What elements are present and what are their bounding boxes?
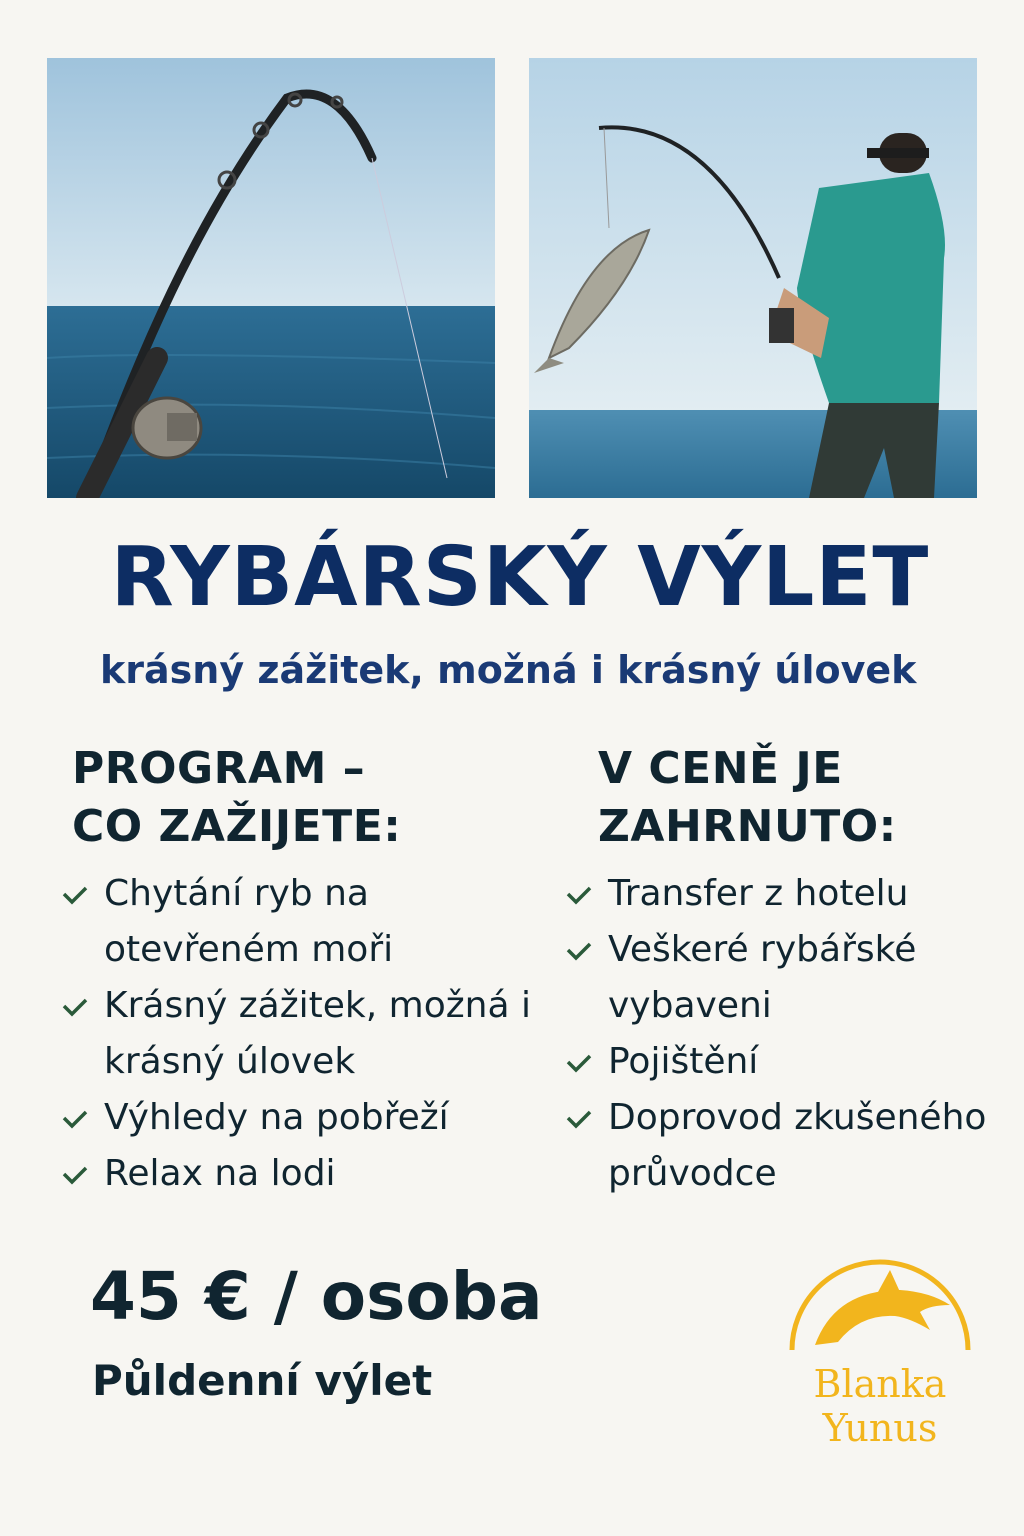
list-item: [564, 922, 1004, 1034]
included-list: [564, 866, 1004, 1202]
program-heading: [72, 740, 492, 856]
page-title: RYBÁRSKÝ VÝLET: [110, 530, 930, 625]
logo-text: [780, 1362, 980, 1450]
checkmark-icon: [564, 872, 594, 916]
dolphin-icon: [780, 1250, 980, 1370]
list-item-label: Relax na lodi: [104, 1153, 336, 1194]
checkmark-icon: [60, 984, 90, 1028]
list-item: [60, 1090, 560, 1146]
list-item-label: Doprovod zkušeného průvodce: [608, 1097, 987, 1194]
list-item: [564, 1090, 1004, 1202]
list-item-label: Veškeré rybářské vybaveni: [608, 929, 917, 1026]
trip-duration: Půldenní výlet: [92, 1356, 433, 1405]
list-item-label: Chytání ryb na otevřeném moři: [104, 873, 394, 970]
checkmark-icon: [564, 1096, 594, 1140]
list-item-label: Transfer z hotelu: [608, 873, 909, 914]
list-item-label: Pojištění: [608, 1041, 759, 1082]
list-item: [564, 866, 1004, 922]
checkmark-icon: [60, 872, 90, 916]
program-list: [60, 866, 560, 1202]
included-heading-line1: V CENĚ JE: [598, 743, 843, 794]
list-item-label: Krásný zážitek, možná i krásný úlovek: [104, 985, 531, 1082]
fishing-rod-photo: [47, 58, 495, 498]
logo-line2: Yunus: [822, 1406, 938, 1450]
price: 45 € / osoba: [90, 1258, 543, 1335]
list-item: [60, 1146, 560, 1202]
list-item: [60, 866, 560, 978]
company-logo: [780, 1250, 980, 1470]
program-heading-line1: PROGRAM –: [72, 743, 366, 794]
logo-line1: Blanka: [813, 1362, 947, 1406]
list-item: [564, 1034, 1004, 1090]
checkmark-icon: [60, 1152, 90, 1196]
program-heading-line2: CO ZAŽIJETE:: [72, 801, 402, 852]
included-heading-line2: ZAHRNUTO:: [598, 801, 897, 852]
list-item-label: Výhledy na pobřeží: [104, 1097, 449, 1138]
fisherman-photo: [529, 58, 977, 498]
included-heading: [598, 740, 998, 856]
checkmark-icon: [564, 1040, 594, 1084]
checkmark-icon: [60, 1096, 90, 1140]
subtitle: krásný zážitek, možná i krásný úlovek: [100, 648, 917, 692]
checkmark-icon: [564, 928, 594, 972]
list-item: [60, 978, 560, 1090]
